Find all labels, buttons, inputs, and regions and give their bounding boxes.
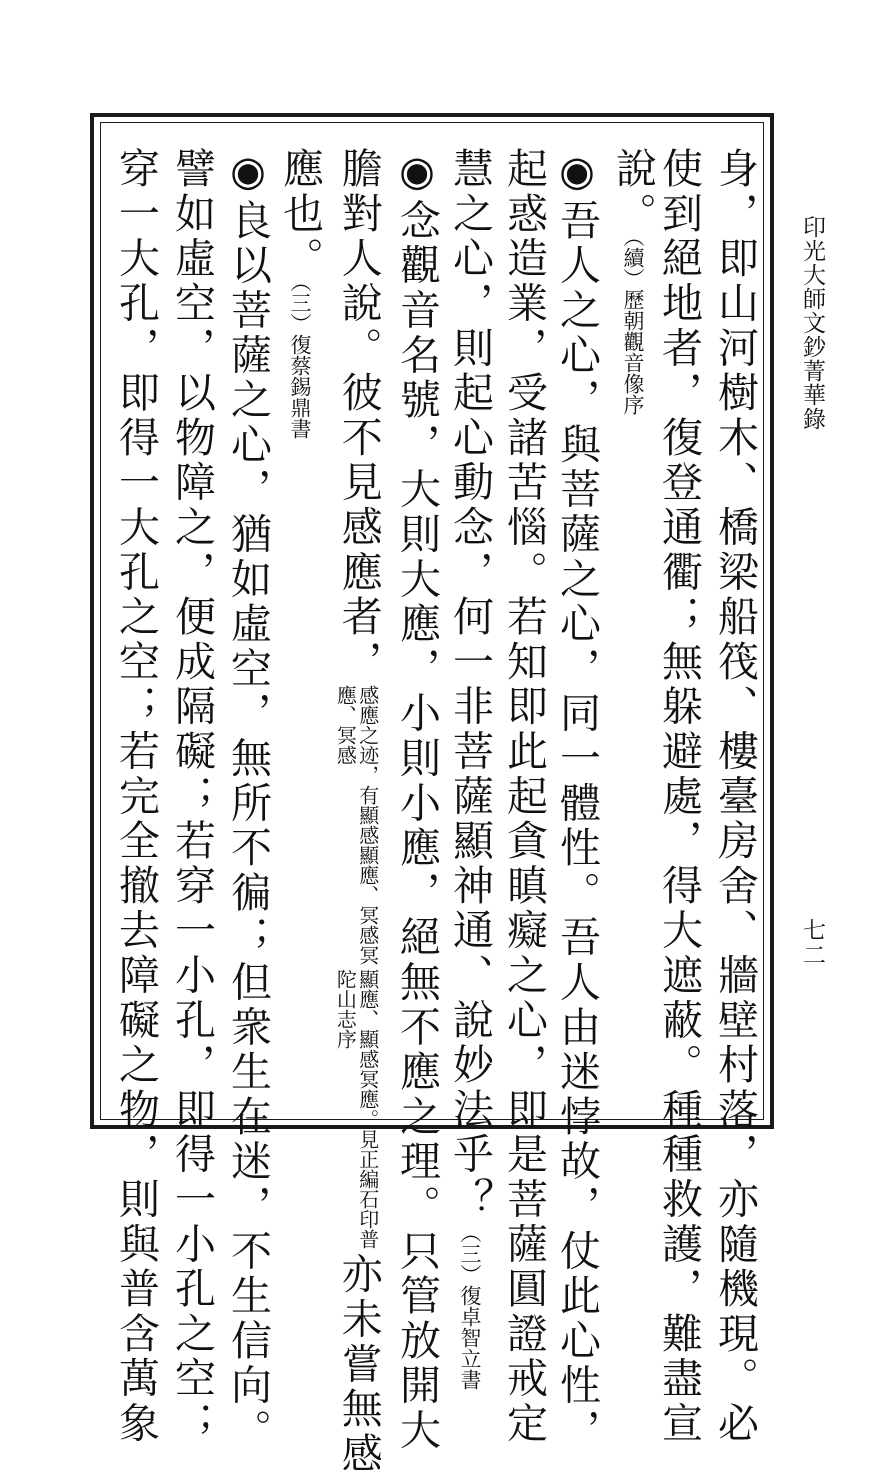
text-column-10: ◉良以菩薩之心，猶如虛空，無所不徧；但衆生在迷，不生信向。 <box>224 147 272 1454</box>
column-9-text: 應也。 <box>276 147 324 282</box>
column-6-text: 慧之心，則起心動念，何一非菩薩顯神通、說妙法乎？ <box>446 147 494 1223</box>
text-column-4: ◉吾人之心，與菩薩之心，同一體性。吾人由迷悖故，仗此心性， <box>553 147 601 1454</box>
text-column-1: 身，即山河樹木、橋梁船筏、樓臺房舍、牆壁村落，亦隨機現。必 <box>711 147 759 1447</box>
page-number: 七二 <box>799 918 825 968</box>
text-column-12: 穿一大孔，即得一大孔之空；若完全撤去障礙之物，則與普含萬象 <box>112 147 160 1447</box>
source-note: （三）復卓智立書 <box>458 1222 482 1391</box>
text-column-8 <box>333 147 383 1477</box>
interlinear-note-right: 感應之迹，有顯感顯應、冥感冥應、冥感 <box>333 684 380 965</box>
text-column-2: 使到絕地者，復登通衢；無躲避處，得大遮蔽。種種救護，難盡宣 <box>655 147 703 1447</box>
source-note: （三）復蔡錫鼎書 <box>288 281 312 439</box>
source-note: （續）歷朝觀音像序 <box>621 236 645 416</box>
column-8-text: 膽對人說。彼不見感應者， <box>334 147 383 685</box>
text-column-7: ◉念觀音名號，大則大應，小則小應，絕無不應之理。只管放開大 <box>393 147 441 1454</box>
interlinear-note-left: 顯應、顯感冥應。見正編石印普陀山志序 <box>333 968 380 1249</box>
text-column-5: 起惑造業，受諸苦惱。若知即此起貪瞋癡之心，即是菩薩圓證戒定 <box>500 147 548 1447</box>
text-column-6 <box>446 147 494 1391</box>
column-8-tail: 亦未嘗無感 <box>334 1252 383 1477</box>
text-column-3 <box>609 147 657 416</box>
text-column-9 <box>276 147 324 439</box>
column-3-text: 說。 <box>609 147 657 237</box>
running-title: 印光大師文鈔菁華錄 <box>799 215 825 431</box>
text-column-11: 譬如虛空，以物障之，便成隔礙；若穿一小孔，即得一小孔之空； <box>168 147 216 1447</box>
